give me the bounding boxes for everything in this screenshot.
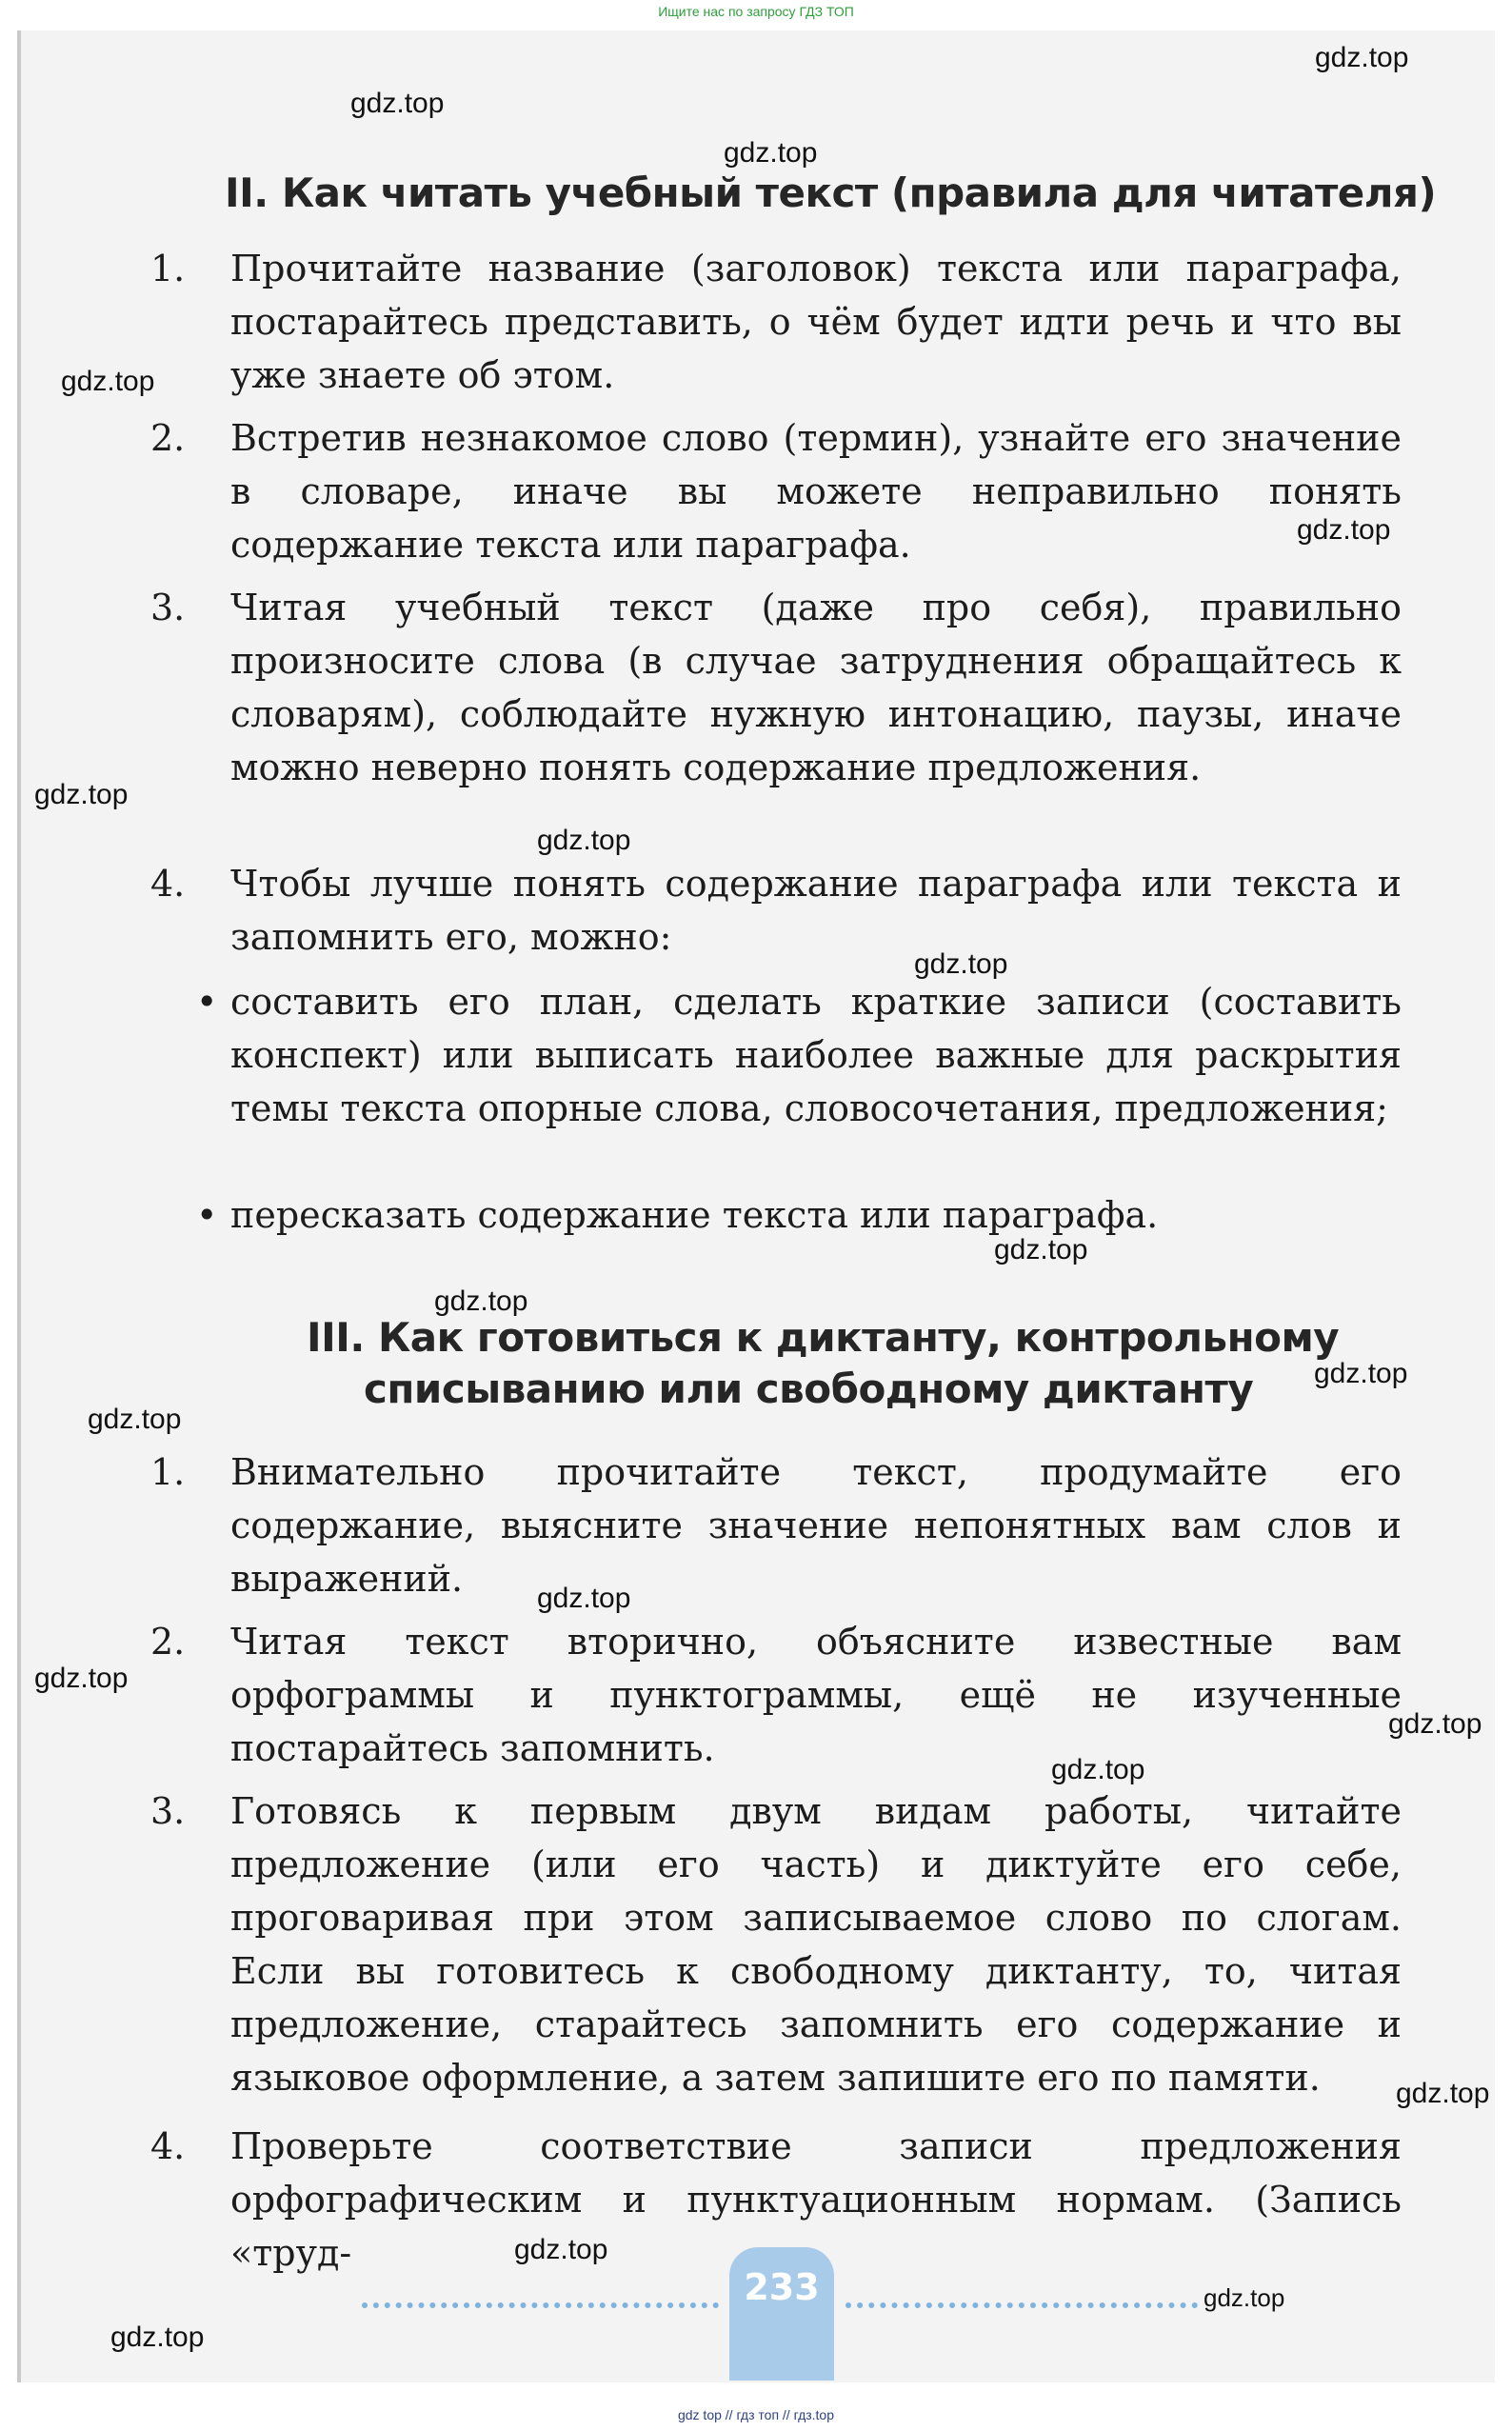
- item-number: 2.: [150, 1621, 186, 1663]
- watermark: gdz.top: [34, 779, 129, 810]
- watermark: gdz.top: [914, 948, 1008, 980]
- watermark: gdz.top: [1388, 1708, 1482, 1740]
- item-number: 1.: [150, 1451, 186, 1493]
- item-text: Внимательно прочитайте текст, продумайте его содержание, выясните значение непонятных вам слов и выражений.: [230, 1451, 1402, 1600]
- item-number: 2.: [150, 417, 186, 459]
- top-banner: Ищите нас по запросу ГДЗ ТОП: [658, 4, 854, 19]
- item-text: Готовясь к первым двум видам работы, читайте предложение (или его часть) и диктуйте его себе, проговаривая при этом записываемое слово по слогам. Если вы готовитесь к свободному диктанту, то, читая предложение, старайтесь запомнить его содержание и языковое оформление, а затем запишите его по памяти.: [230, 1790, 1402, 2099]
- item-number: 1.: [150, 248, 186, 289]
- watermark: gdz.top: [1051, 1754, 1145, 1785]
- bullet-text: пересказать содержание текста или параграфа.: [230, 1194, 1159, 1236]
- list-item: [150, 242, 1402, 404]
- item-number: 3.: [150, 1790, 186, 1832]
- item-text: Встретив незнакомое слово (термин), узнайте его значение в словаре, иначе вы можете неправильно понять содержание текста или параграфа.: [230, 417, 1402, 566]
- watermark: gdz.top: [1204, 2283, 1285, 2312]
- bullet-text: составить его план, сделать краткие записи (составить конспект) или выписать наиболее важные для раскрытия темы текста опорные слова, словосочетания, предложения;: [230, 981, 1402, 1129]
- item-number: 4.: [150, 863, 186, 905]
- footer-dots-right: [846, 2302, 1198, 2314]
- bottom-banner: gdz top // гдз топ // гдз.top: [677, 2407, 835, 2422]
- watermark: gdz.top: [994, 1234, 1088, 1265]
- item-text: Читая учебный текст (даже про себя), правильно произносите слова (в случае затруднения обращайтесь к словарям), соблюдайте нужную интонацию, паузы, иначе можно неверно понять содержание предложения.: [230, 587, 1402, 788]
- watermark: gdz.top: [724, 137, 818, 169]
- watermark: gdz.top: [1396, 2078, 1490, 2109]
- watermark: gdz.top: [34, 1663, 129, 1694]
- watermark: gdz.top: [61, 366, 155, 397]
- bullet-item: [198, 1188, 1407, 1242]
- bullet-icon: •: [196, 1194, 218, 1236]
- item-text: Чтобы лучше понять содержание параграфа или текста и запомнить его, можно:: [230, 863, 1402, 958]
- item-number: 4.: [150, 2125, 186, 2167]
- section-3-title-line1: III. Как готовиться к диктанту, контрольному: [307, 1314, 1340, 1361]
- watermark: gdz.top: [88, 1404, 182, 1435]
- list-item: [150, 1784, 1402, 2104]
- section-3-title-line2: списыванию или свободному диктанту: [364, 1365, 1254, 1412]
- watermark: gdz.top: [110, 2321, 205, 2353]
- bullet-icon: •: [196, 981, 218, 1023]
- footer-dots-left: [362, 2302, 719, 2314]
- list-item: [150, 1615, 1402, 1777]
- list-item: [150, 581, 1402, 847]
- section-2-title: II. Как читать учебный текст (правила для читателя): [225, 169, 1437, 216]
- bullet-item: [198, 975, 1407, 1188]
- watermark: gdz.top: [1315, 42, 1409, 73]
- item-text: Читая текст вторично, объясните известные вам орфограммы и пунктограммы, ещё не изученные постарайтесь запомнить.: [230, 1621, 1402, 1769]
- watermark: gdz.top: [537, 1583, 631, 1614]
- watermark: gdz.top: [350, 88, 445, 119]
- watermark: gdz.top: [537, 825, 631, 856]
- watermark: gdz.top: [1297, 514, 1391, 546]
- list-item: [150, 1445, 1402, 1607]
- watermark: gdz.top: [514, 2234, 608, 2265]
- list-item: [150, 411, 1402, 573]
- list-item: [150, 857, 1402, 964]
- item-number: 3.: [150, 587, 186, 628]
- page-number: 233: [744, 2266, 820, 2308]
- watermark: gdz.top: [434, 1285, 528, 1317]
- item-text: Прочитайте название (заголовок) текста или параграфа, постарайтесь представить, о чём будет идти речь и что вы уже знаете об этом.: [230, 248, 1402, 396]
- item-text: Проверьте соответствие записи предложения орфографическим и пунктуационным нормам. (Запись «труд-: [230, 2125, 1402, 2274]
- watermark: gdz.top: [1314, 1358, 1408, 1389]
